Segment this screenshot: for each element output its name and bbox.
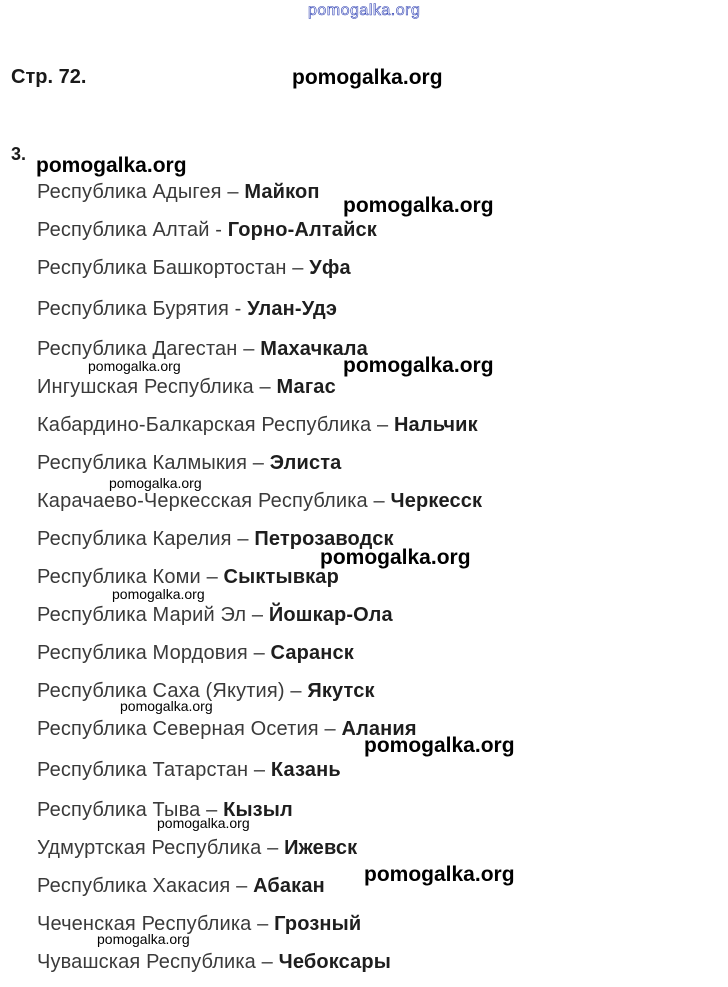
region-name: Удмуртская Республика (37, 837, 262, 859)
watermark: pomogalka.org (112, 586, 205, 602)
list-item (37, 759, 341, 782)
region-name: Республика Татарстан (37, 759, 249, 781)
separator: – (286, 257, 310, 279)
region-name: Республика Хакасия (37, 875, 231, 897)
capital-name: Махачкала (260, 338, 368, 360)
list-item (37, 680, 375, 703)
region-name: Кабардино-Балкарская Республика (37, 414, 372, 436)
capital-name: Абакан (253, 875, 325, 897)
region-name: Республика Алтай (37, 219, 210, 241)
site-logo: pomogalka.org (308, 2, 421, 19)
separator: - (228, 298, 248, 320)
capital-name: Кызыл (223, 799, 293, 821)
separator: – (367, 490, 391, 512)
region-name: Республика Адыгея (37, 181, 222, 203)
separator: – (284, 680, 308, 702)
separator: – (221, 181, 245, 203)
list-item (37, 642, 354, 665)
task-number: 3. (11, 144, 27, 164)
capital-name: Алания (341, 718, 417, 740)
separator: – (237, 338, 261, 360)
separator: – (318, 718, 342, 740)
list-item (37, 875, 325, 898)
list-item (37, 452, 341, 475)
watermark: pomogalka.org (120, 698, 213, 714)
capital-name: Йошкар-Ола (268, 604, 393, 626)
list-item (37, 913, 361, 936)
watermark: pomogalka.org (97, 931, 190, 947)
capital-name: Чебоксары (278, 951, 392, 973)
region-name: Карачаево-Черкесская Республика (37, 490, 368, 512)
capital-name: Ижевск (284, 837, 358, 859)
region-name: Республика Северная Осетия (37, 718, 319, 740)
list-item (37, 951, 391, 974)
list-item (37, 604, 393, 627)
watermark: pomogalka.org (36, 154, 187, 177)
watermark: pomogalka.org (320, 546, 471, 569)
separator: – (231, 528, 255, 550)
capital-name: Сыктывкар (223, 566, 339, 588)
region-name: Республика Карелия (37, 528, 232, 550)
watermark: pomogalka.org (157, 815, 250, 831)
watermark: pomogalka.org (364, 734, 515, 757)
separator: – (200, 566, 224, 588)
separator: – (230, 875, 254, 897)
capital-name: Нальчик (393, 414, 478, 436)
separator: – (261, 837, 285, 859)
list-item (37, 490, 482, 513)
page-number: Стр. 72. (11, 66, 87, 88)
capital-name: Магас (276, 376, 336, 398)
capital-name: Горно-Алтайск (227, 219, 377, 241)
separator: – (246, 604, 269, 626)
separator: – (255, 951, 279, 973)
watermark: pomogalka.org (292, 66, 443, 89)
region-name: Республика Коми (37, 566, 201, 588)
capital-name: Улан-Удэ (247, 298, 338, 320)
list-item (37, 181, 320, 204)
separator: – (200, 799, 224, 821)
region-name: Республика Мордовия (37, 642, 248, 664)
capital-name: Майкоп (244, 181, 320, 203)
watermark: pomogalka.org (109, 475, 202, 491)
list-item (37, 528, 394, 551)
separator: – (247, 452, 270, 474)
list-item (37, 799, 293, 822)
list-item (37, 257, 351, 280)
capital-name: Уфа (309, 257, 351, 279)
watermark: pomogalka.org (364, 863, 515, 886)
separator: – (253, 376, 277, 398)
capital-name: Казань (270, 759, 341, 781)
watermark: pomogalka.org (88, 358, 181, 374)
separator: – (371, 414, 394, 436)
watermark: pomogalka.org (343, 354, 494, 377)
region-name: Ингушская Республика (37, 376, 254, 398)
list-item (37, 414, 478, 437)
capital-name: Грозный (274, 913, 362, 935)
separator: - (209, 219, 228, 241)
list-item (37, 837, 357, 860)
region-name: Республика Дагестан (37, 338, 238, 360)
watermark: pomogalka.org (343, 194, 494, 217)
region-name: Республика Марий Эл (37, 604, 247, 626)
region-name: Республика Башкортостан (37, 257, 287, 279)
list-item (37, 566, 339, 589)
region-name: Республика Калмыкия (37, 452, 248, 474)
region-name: Республика Саха (Якутия) (37, 680, 285, 702)
separator: – (247, 642, 271, 664)
region-name: Республика Бурятия (37, 298, 229, 320)
list-item (37, 219, 377, 242)
capital-name: Элиста (269, 452, 342, 474)
capital-name: Якутск (307, 680, 375, 702)
list-item (37, 376, 336, 399)
region-name: Чувашская Республика (37, 951, 256, 973)
list-item (37, 338, 368, 361)
list-item (37, 718, 417, 741)
list-item (37, 298, 337, 321)
capital-name: Саранск (270, 642, 354, 664)
region-name: Республика Тыва (37, 799, 201, 821)
capital-name: Черкесск (390, 490, 483, 512)
region-name: Чеченская Республика (37, 913, 252, 935)
capital-name: Петрозаводск (254, 528, 394, 550)
separator: – (248, 759, 271, 781)
separator: – (251, 913, 275, 935)
